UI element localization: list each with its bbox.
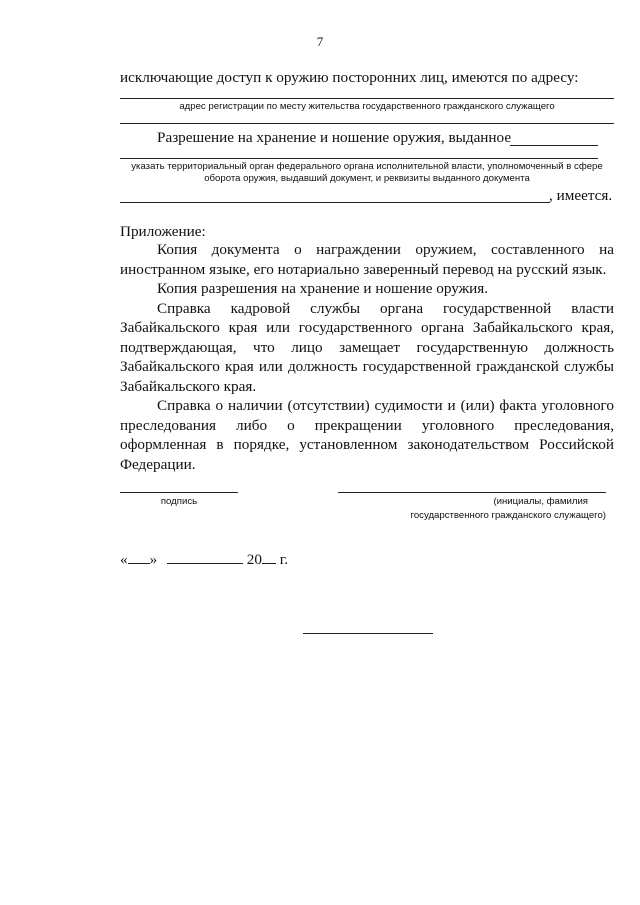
address-caption: адрес регистрации по месту жительства государственного гражданского служащего (179, 101, 555, 112)
permit-issuer-blank[interactable] (510, 145, 598, 146)
authority-blank-line[interactable] (120, 158, 598, 159)
intro-line: исключающие доступ к оружию посторонних лиц, имеются по адресу: (120, 69, 579, 86)
signature-caption: подпись (160, 496, 198, 507)
year-suffix: г. (279, 551, 289, 568)
address-blank-line[interactable] (120, 98, 614, 99)
name-caption-line2: государственного гражданского служащего) (410, 510, 606, 521)
attachments-list (120, 240, 614, 474)
address-blank-line-2[interactable] (120, 123, 614, 124)
signature-line[interactable] (120, 492, 238, 493)
document-details-blank[interactable] (120, 202, 550, 203)
year-prefix: 20 (246, 551, 262, 568)
name-line[interactable] (338, 492, 606, 493)
page-number: 7 (316, 34, 324, 49)
name-caption-line1: (инициалы, фамилия (493, 496, 588, 507)
authority-caption: указать территориальный орган федерального органа исполнительной власти, уполномоченный в сфере оборота оружия, выдавший документ, и реквизиты выданного документа (131, 161, 603, 184)
attachment-item: Копия документа о награждении оружием, составленного на иностранном языке, его нотариально заверенный перевод на русский язык. (120, 241, 614, 278)
closing-separator (303, 633, 433, 634)
attachment-item: Копия разрешения на хранение и ношение оружия. (157, 280, 489, 297)
month-blank[interactable] (167, 551, 243, 564)
day-blank[interactable] (128, 551, 150, 564)
attachment-item: Справка о наличии (отсутствии) судимости и (или) факта уголовного преследования либо о прекращении уголовного преследования, оформленная в порядке, установленном законодательством Российской Федерации. (120, 397, 614, 473)
close-quote: » (149, 551, 158, 568)
permit-label: Разрешение на хранение и ношение оружия, выданное (157, 129, 512, 146)
attachments-heading: Приложение: (120, 223, 206, 240)
year-blank[interactable] (262, 551, 276, 564)
open-quote: « (120, 551, 128, 568)
has-suffix: , имеется. (549, 187, 613, 204)
date-line (120, 550, 288, 570)
attachment-item: Справка кадровой службы органа государственной власти Забайкальского края или государственного органа Забайкальского края, подтверждающая, что лицо замещает государственную должность Забайкальского края или должность государственной гражданской службы Забайкальского края. (120, 299, 614, 395)
